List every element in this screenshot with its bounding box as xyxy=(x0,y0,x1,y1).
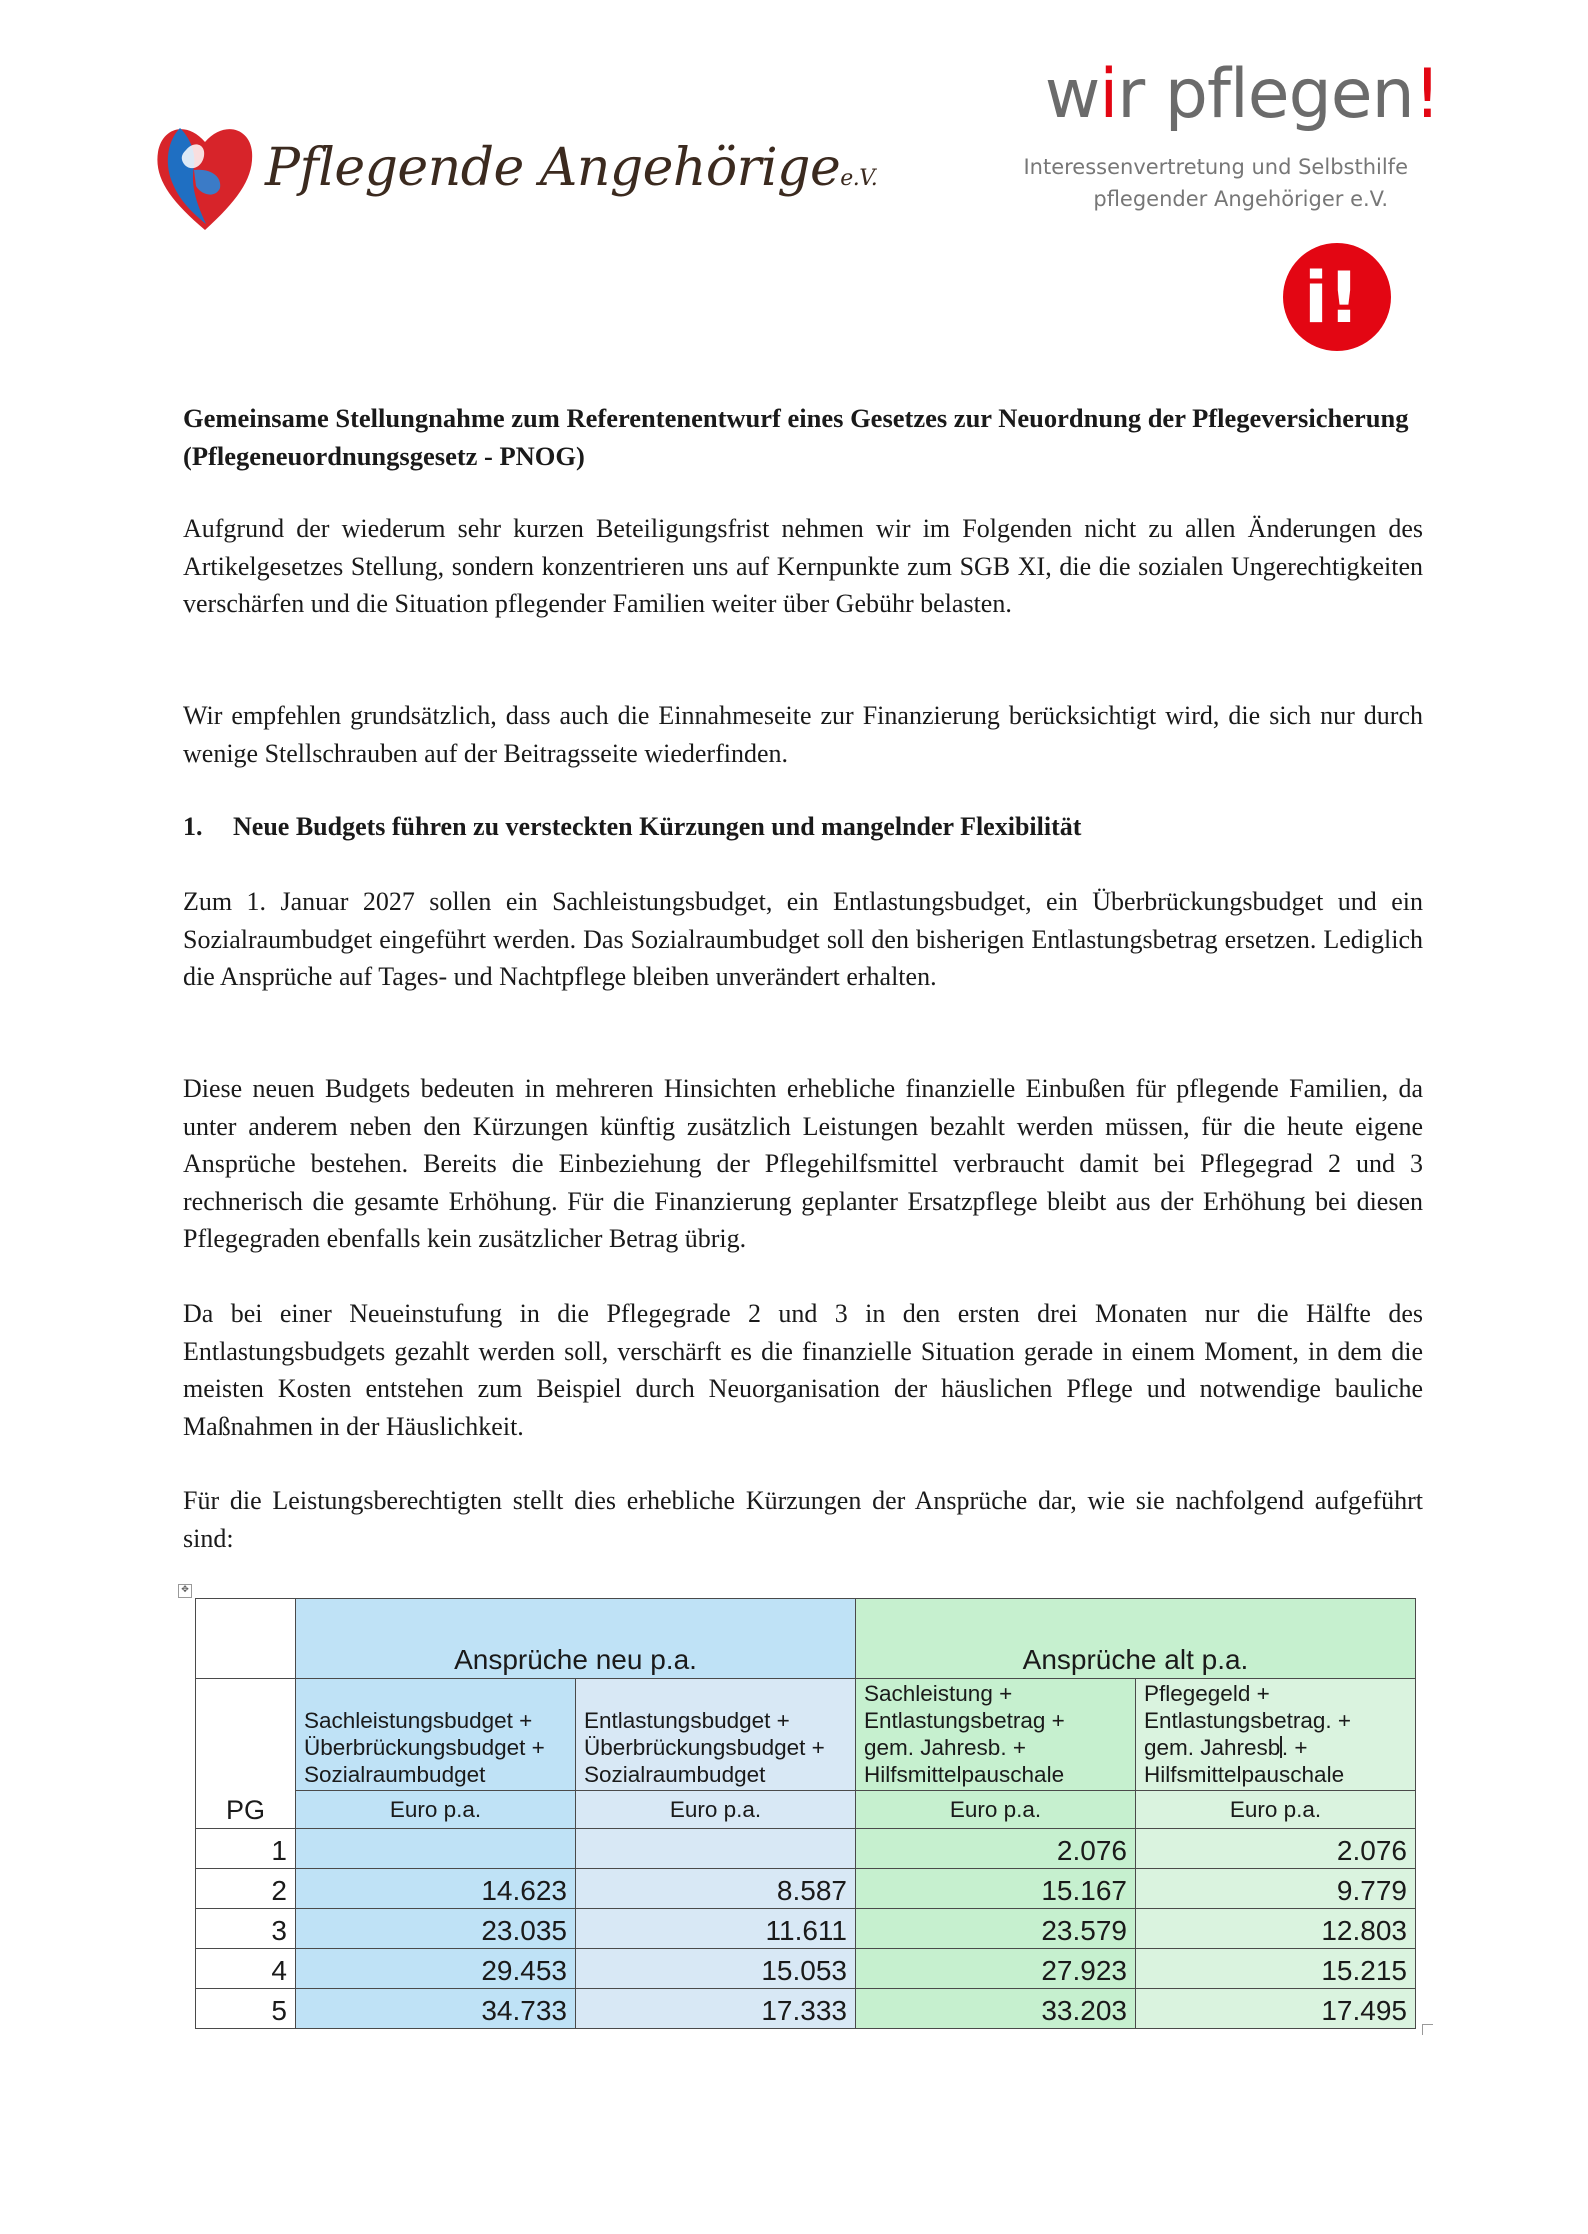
logo-suffix: e.V. xyxy=(840,166,878,191)
table-move-handle[interactable]: ✥ xyxy=(178,1584,192,1598)
pg-cell: 2 xyxy=(196,1869,296,1909)
header-line: Entlastungsbudget + xyxy=(584,1708,790,1733)
table-row xyxy=(196,1869,1416,1909)
table-row xyxy=(196,1829,1416,1869)
header-line: gem. Jahresb. + xyxy=(864,1735,1026,1760)
header-line: Sachleistung + xyxy=(864,1681,1013,1706)
value-cell: 11.611 xyxy=(576,1909,856,1949)
brand-tagline-1: Interessenvertretung und Selbsthilfe xyxy=(1023,155,1408,179)
claims-table xyxy=(195,1598,1416,2029)
header-line: Sozialraumbudget xyxy=(304,1762,486,1787)
value-cell: 29.453 xyxy=(296,1949,576,1989)
badge-text: i! xyxy=(1304,257,1360,339)
section-heading-text: Neue Budgets führen zu versteckten Kürzungen und mangelnder Flexibilität xyxy=(233,812,1082,841)
value-cell: 8.587 xyxy=(576,1869,856,1909)
document-title: Gemeinsame Stellungnahme zum Referentenentwurf eines Gesetzes zur Neuordnung der Pflegeversicherung (Pflegeneuordnungsgesetz - PNOG) xyxy=(183,403,1409,471)
value-cell xyxy=(296,1829,576,1869)
group-header-old: Ansprüche alt p.a. xyxy=(856,1599,1416,1679)
header-line: Hilfsmittelpauschale xyxy=(864,1762,1065,1787)
value-cell: 33.203 xyxy=(856,1989,1136,2029)
column-header-new-entlastung xyxy=(576,1679,856,1791)
logo-text: Pflegende Angehörigee.V. xyxy=(265,138,878,198)
unit-cell: Euro p.a. xyxy=(576,1791,856,1829)
section-paragraph-1: Zum 1. Januar 2027 sollen ein Sachleistungsbudget, ein Entlastungsbudget, ein Überbrückungsbudget und ein Sozialraumbudget eingeführt werden. Das Sozialraumbudget soll den bisherigen Entlastungsbetrag ersetzen. Lediglich die Ansprüche auf Tages- und Nachtpflege bleiben unverändert erhalten. xyxy=(183,887,1423,991)
header-line: Entlastungsbetrag. + xyxy=(1144,1708,1352,1733)
header-line: Pflegegeld + xyxy=(1144,1681,1270,1706)
section-paragraph-4: Für die Leistungsberechtigten stellt dies erhebliche Kürzungen der Ansprüche dar, wie sie nachfolgend aufgeführt sind: xyxy=(183,1486,1423,1553)
header-line: Überbrückungsbudget + xyxy=(584,1735,825,1760)
intro-paragraph-1: Aufgrund der wiederum sehr kurzen Beteiligungsfrist nehmen wir im Folgenden nicht zu allen Änderungen des Artikelgesetzes Stellung, sondern konzentrieren uns auf Kernpunkte zum SGB XI, die die sozialen Ungerechtigkeiten verschärfen und die Situation pflegender Familien weiter über Gebühr belasten. xyxy=(183,514,1423,618)
value-cell: 9.779 xyxy=(1136,1869,1416,1909)
value-cell: 17.495 xyxy=(1136,1989,1416,2029)
info-exclamation-badge-icon xyxy=(1280,240,1394,354)
value-cell: 15.167 xyxy=(856,1869,1136,1909)
header-line: Sachleistungsbudget + xyxy=(304,1708,533,1733)
table-row xyxy=(196,1989,1416,2029)
value-cell: 27.923 xyxy=(856,1949,1136,1989)
pg-cell: 5 xyxy=(196,1989,296,2029)
pg-cell: 4 xyxy=(196,1949,296,1989)
value-cell: 23.035 xyxy=(296,1909,576,1949)
header-line: Überbrückungsbudget + xyxy=(304,1735,545,1760)
header-line: Entlastungsbetrag + xyxy=(864,1708,1065,1733)
value-cell: 17.333 xyxy=(576,1989,856,2029)
intro-paragraph-2: Wir empfehlen grundsätzlich, dass auch die Einnahmeseite zur Finanzierung berücksichtigt wird, die sich nur durch wenige Stellschrauben auf der Beitragsseite wiederfinden. xyxy=(183,701,1423,768)
section-paragraph-3: Da bei einer Neueinstufung in die Pflegegrade 2 und 3 in den ersten drei Monaten nur die Hälfte des Entlastungsbudgets gezahlt werden soll, verschärft es die finanzielle Situation gerade in einem Moment, in dem die meisten Kosten entstehen zum Beispiel durch Neuorganisation der häuslichen Pflege und notwendige bauliche Maßnahmen in der Häuslichkeit. xyxy=(183,1299,1423,1441)
table-row xyxy=(196,1909,1416,1949)
table-corner-cell xyxy=(196,1599,296,1679)
value-cell: 2.076 xyxy=(856,1829,1136,1869)
header-line: gem. Jahresb. + xyxy=(1144,1735,1308,1760)
value-cell xyxy=(576,1829,856,1869)
table-row xyxy=(196,1949,1416,1989)
section-paragraph-2: Diese neuen Budgets bedeuten in mehreren Hinsichten erhebliche finanzielle Einbußen für pflegende Familien, da unter anderem neben den Kürzungen künftig zusätzlich Leistungen bezahlt werden müssen, für die heute eigene Ansprüche bestehen. Bereits die Einbeziehung der Pflegehilfsmittel verbraucht damit bei Pflegegrad 2 und 3 rechnerisch die gesamte Erhöhung. Für die Finanzierung geplanter Ersatzpflege bleibt aus der Erhöhung bei diesen Pflegegraden ebenfalls kein zusätzlicher Betrag übrig. xyxy=(183,1074,1423,1253)
pg-cell: 1 xyxy=(196,1829,296,1869)
pg-header: PG xyxy=(196,1679,296,1829)
pg-cell: 3 xyxy=(196,1909,296,1949)
unit-cell: Euro p.a. xyxy=(296,1791,576,1829)
value-cell: 15.215 xyxy=(1136,1949,1416,1989)
table-resize-handle[interactable] xyxy=(1422,2024,1433,2035)
heart-hand-icon xyxy=(150,110,260,240)
section-number: 1. xyxy=(183,812,203,841)
value-cell: 34.733 xyxy=(296,1989,576,2029)
header-line: Sozialraumbudget xyxy=(584,1762,766,1787)
column-header-new-sach xyxy=(296,1679,576,1791)
header-line: Hilfsmittelpauschale xyxy=(1144,1762,1345,1787)
group-header-new: Ansprüche neu p.a. xyxy=(296,1599,856,1679)
logo-pflegende-angehoerige xyxy=(150,110,878,240)
value-cell: 2.076 xyxy=(1136,1829,1416,1869)
unit-cell: Euro p.a. xyxy=(856,1791,1136,1829)
section-heading xyxy=(183,808,1423,845)
column-header-old-pflegegeld xyxy=(1136,1679,1416,1791)
unit-cell: Euro p.a. xyxy=(1136,1791,1416,1829)
logo-wir-pflegen xyxy=(1010,55,1460,355)
value-cell: 23.579 xyxy=(856,1909,1136,1949)
value-cell: 14.623 xyxy=(296,1869,576,1909)
value-cell: 15.053 xyxy=(576,1949,856,1989)
brand-wordmark: wir pflegen! xyxy=(1044,55,1440,134)
brand-tagline-2: pflegender Angehöriger e.V. xyxy=(1093,187,1388,211)
value-cell: 12.803 xyxy=(1136,1909,1416,1949)
column-header-old-sach xyxy=(856,1679,1136,1791)
